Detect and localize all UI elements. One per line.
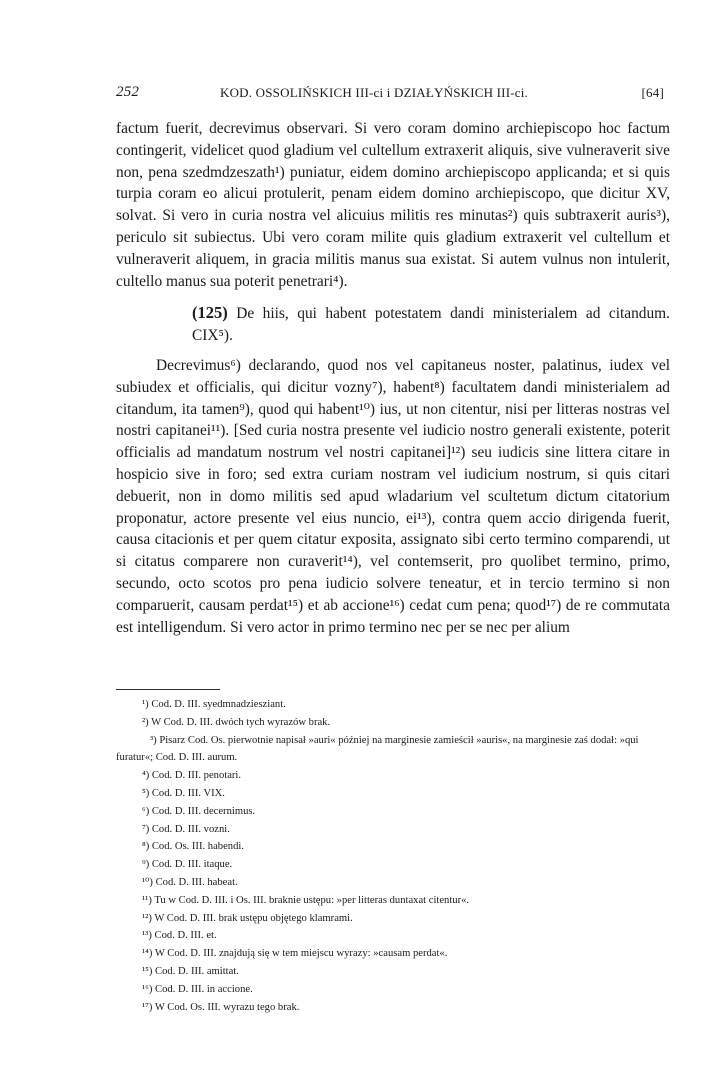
footnote: ¹) Cod. D. III. syedmnadziesziant. (142, 699, 286, 710)
footnote: ⁸) Cod. Os. III. habendi. (142, 841, 244, 853)
running-title: KOD. OSSOLIŃSKICH III-ci i DZIAŁYŃSKICH III-ci. (220, 85, 528, 100)
footnote: ⁶) Cod. D. III. decernimus. (142, 805, 256, 817)
paragraph-decrevimus: Decrevimus⁶) declarando, quod nos vel capitaneus noster, palatinus, iudex vel subiudex et officialis, qui dicitur vozny⁷), habent⁸) facultatem dandi ministerialem ad citandum, ita tamen⁹), quod qui habent¹⁰) ius, ut non citentur, nisi per litteras nostras vel nostri capitanei¹¹). [Sed curia nostra presente vel iudicio nostro generali existente, poterit officialis ad mandatum nostrum vel nostri capitanei]¹²) seu iudicis sine littera citare in hospicio sive in foro; sed extra curiam nostram vel iudicium nostrum, si quis citari debuerit, non in domo militis sed apud wladarium vel scultetum dictum citatorium proponatur, actore presente vel eius nuncio, ei¹³), contra quem accio dirigenda fuerit, causa citacionis et per quem citatur exposita, assignato sibi certo termino comparendi, ut si citatus comparere non curaverit¹⁴), vel contemserit, pro quolibet termino, primo, secundo, octo scotos pro pena iudicio solvere teneatur, et in tercio termino si non comparuerit, causam perdat¹⁵) et ab accione¹⁶) cedat cum pena; quod¹⁷) de re commutata est intelligendum. Si vero actor in primo termino nec per se nec per alium (116, 356, 670, 636)
footnote: ¹⁷) W Cod. Os. III. wyrazu tego brak. (142, 1001, 300, 1013)
paragraph-continuation: factum fuerit, decrevimus observari. Si vero coram domino archiepiscopo hoc factum contingerit, videlicet quod gladium vel cultellum extraxerit aliquis, sive vulneraverit sive non, pena szedmdzeszath¹) puniatur, eidem domino archiepiscopo applicanda; et si quis turpia coram eo alicui protulerit, penam eidem domino archiepiscopo, que dicitur XV, solvat. Si vero in curia nostra vel alicuius militis res minutas²) quis subtraxerit auris³), periculo sit subiectus. Ubi vero coram milite quis gladium extraxerit vel cultellum et vulneraverit aliquem, in gracia militis manus sua existat. Si autem vulnus non intulerit, cultello manus sua poterit penetrari⁴). (116, 120, 670, 290)
footnote: ⁹) Cod. D. III. itaque. (142, 859, 233, 871)
footnote: ²) W Cod. D. III. dwóch tych wyrazów brak. (142, 716, 331, 728)
footnote: ⁴) Cod. D. III. penotari. (142, 770, 242, 782)
section-reference: [64] (641, 85, 664, 100)
page-number: 252 (116, 84, 140, 100)
footnote: ¹⁵) Cod. D. III. amittat. (142, 965, 239, 977)
article-title: De hiis, qui habent potestatem dandi ministerialem ad citandum. CIX⁵). (192, 305, 671, 345)
footnotes (116, 696, 670, 1016)
main-text (116, 118, 670, 638)
footnote: ¹⁴) W Cod. D. III. znajdują się w tem miejscu wyrazy: »causam perdat«. (142, 948, 448, 960)
running-header (116, 84, 664, 106)
footnote: ³) Pisarz Cod. Os. pierwotnie napisał »auri« później na marginesie zamieścił »auris«, na marginesie zaś dodał: »qui furatur«; Cod. D. III. aurum. (116, 734, 639, 764)
footnote: ¹⁶) Cod. D. III. in accione. (142, 983, 253, 995)
footnote: ¹¹) Tu w Cod. D. III. i Os. III. braknie ustępu: »per litteras duntaxat citentur«. (142, 894, 470, 906)
footnote: ¹³) Cod. D. III. et. (142, 930, 217, 942)
footnote-divider (116, 689, 220, 690)
footnote: ¹²) W Cod. D. III. brak ustępu objętego klamrami. (142, 912, 353, 924)
article-heading (116, 302, 670, 347)
footnote: ¹⁰) Cod. D. III. habeat. (142, 876, 238, 888)
footnote: ⁷) Cod. D. III. vozni. (142, 823, 230, 835)
footnote: ⁵) Cod. D. III. VIX. (142, 787, 225, 799)
article-number: (125) (192, 303, 228, 323)
